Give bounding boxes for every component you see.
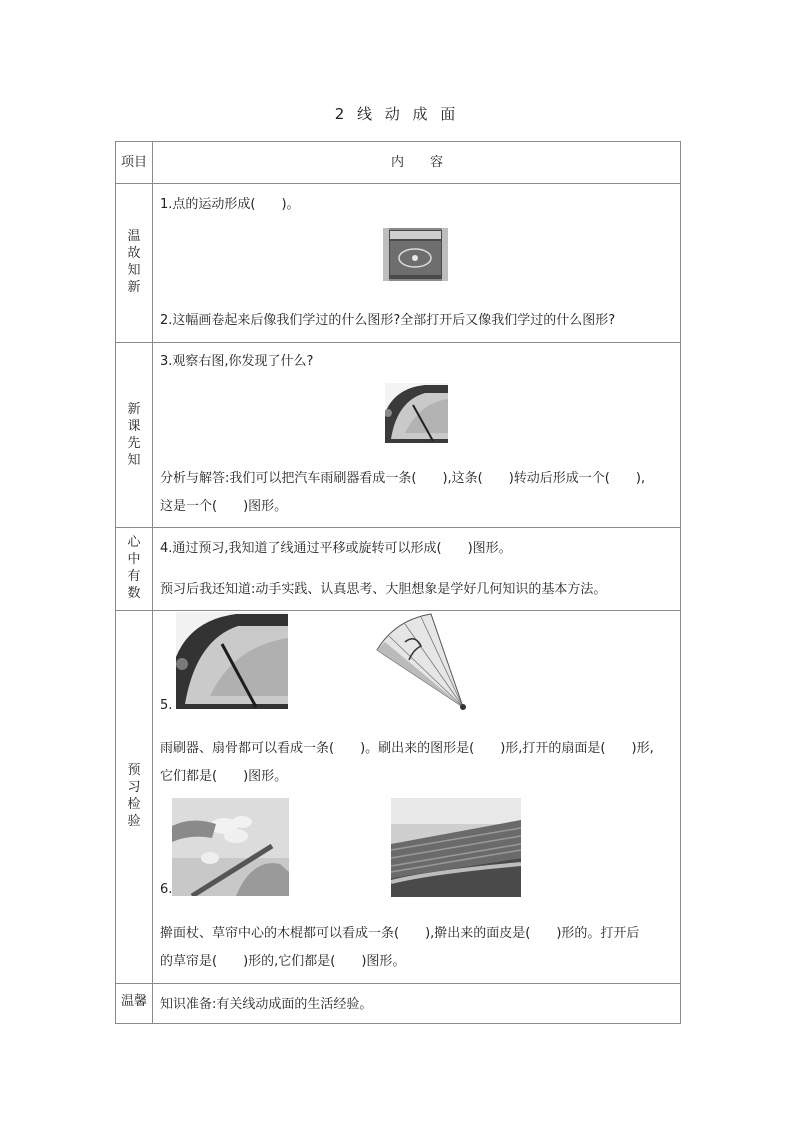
label-char: 检 bbox=[127, 797, 141, 812]
question-4: 4.通过预习,我知道了线通过平移或旋转可以形成( )图形。 bbox=[160, 541, 512, 556]
question-2: 2.这幅画卷起来后像我们学过的什么图形?全部打开后又像我们学过的什么图形? bbox=[160, 313, 616, 328]
row-divider bbox=[116, 342, 680, 343]
section-label-wengu bbox=[116, 228, 152, 296]
car-wiper-image bbox=[385, 383, 448, 443]
question-1: 1.点的运动形成( )。 bbox=[160, 197, 300, 212]
header-content: 内 容 bbox=[390, 155, 443, 170]
section-label-wenxin: 温馨 bbox=[120, 994, 147, 1009]
label-char: 数 bbox=[127, 586, 141, 601]
row-divider bbox=[116, 527, 680, 528]
analysis-line-2: 这是一个( )图形。 bbox=[160, 499, 288, 514]
folding-fan-image bbox=[375, 612, 475, 712]
section-label-xinke bbox=[116, 401, 152, 469]
analysis-line-1: 分析与解答:我们可以把汽车雨刷器看成一条( ),这条( )转动后形成一个( ), bbox=[160, 471, 646, 486]
label-char: 知 bbox=[127, 263, 141, 278]
label-char: 有 bbox=[127, 569, 141, 584]
question-5-line-2: 它们都是( )图形。 bbox=[160, 769, 288, 784]
row-divider bbox=[116, 983, 680, 984]
label-char: 新 bbox=[127, 402, 141, 417]
label-char: 故 bbox=[127, 246, 141, 261]
question-5-line-1: 雨刷器、扇骨都可以看成一条( )。刷出来的图形是( )形,打开的扇面是( )形, bbox=[160, 741, 654, 756]
header-item: 项目 bbox=[120, 155, 147, 170]
tip-text: 知识准备:有关线动成面的生活经验。 bbox=[160, 997, 373, 1012]
method-note: 预习后我还知道:动手实践、认真思考、大胆想象是学好几何知识的基本方法。 bbox=[160, 582, 607, 597]
scroll-painting-image bbox=[383, 228, 448, 281]
rolling-dough-image bbox=[172, 798, 289, 896]
label-char: 课 bbox=[127, 419, 141, 434]
label-char: 预 bbox=[127, 763, 141, 778]
label-char: 心 bbox=[127, 535, 141, 550]
question-5-number: 5. bbox=[160, 698, 173, 713]
label-char: 知 bbox=[127, 453, 141, 468]
page-title: 2 线 动 成 面 bbox=[334, 105, 460, 123]
label-char: 验 bbox=[127, 814, 141, 829]
question-6-line-2: 的草帘是( )形的,它们都是( )图形。 bbox=[160, 954, 406, 969]
label-char: 习 bbox=[127, 780, 141, 795]
label-char: 中 bbox=[127, 552, 141, 567]
label-char: 新 bbox=[127, 280, 141, 295]
question-3: 3.观察右图,你发现了什么? bbox=[160, 354, 314, 369]
straw-mat-image bbox=[391, 798, 521, 897]
worksheet-table bbox=[115, 141, 681, 1024]
question-6-line-1: 擀面杖、草帘中心的木棍都可以看成一条( ),擀出来的面皮是( )形的。打开后 bbox=[160, 926, 640, 941]
section-label-yuxi bbox=[116, 762, 152, 830]
column-divider bbox=[152, 142, 153, 1023]
label-char: 温 bbox=[127, 229, 141, 244]
label-char: 先 bbox=[127, 436, 141, 451]
row-divider bbox=[116, 610, 680, 611]
section-label-xinzhong bbox=[116, 534, 152, 602]
question-6-number: 6. bbox=[160, 882, 173, 897]
row-divider bbox=[116, 183, 680, 184]
wiper-image-large bbox=[176, 612, 288, 709]
